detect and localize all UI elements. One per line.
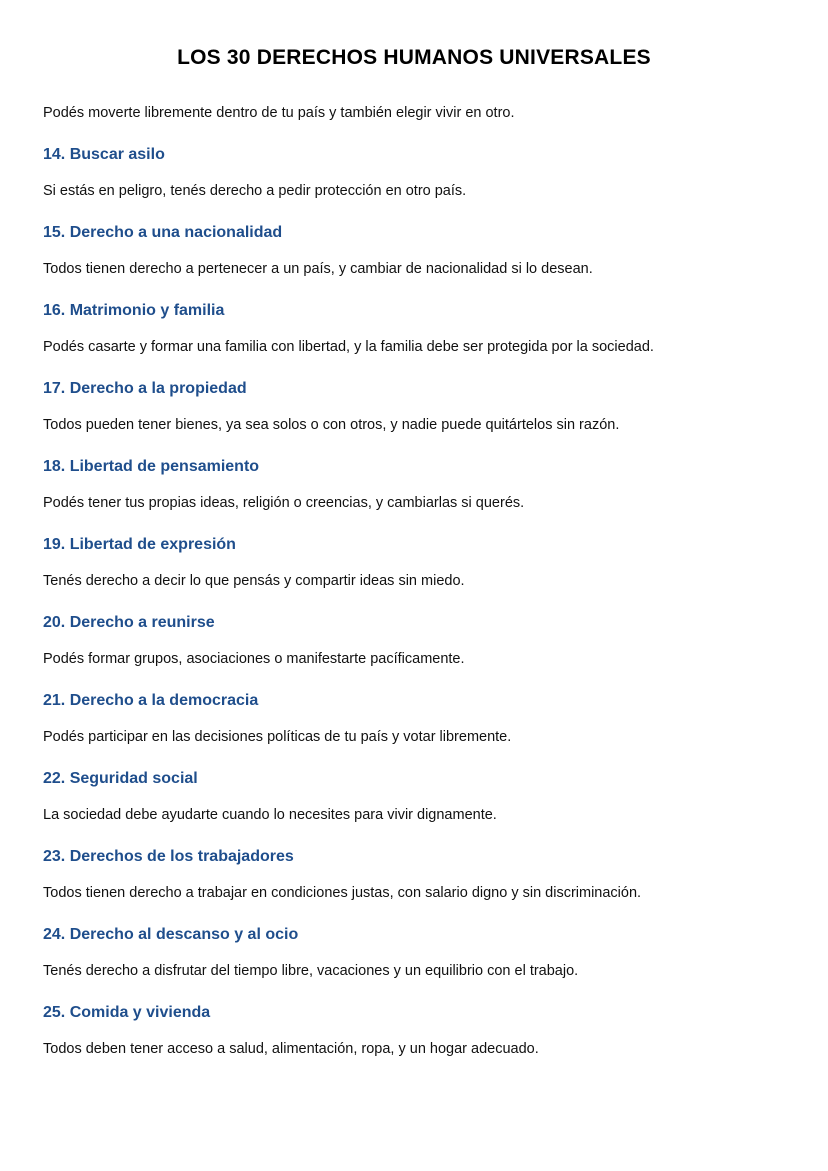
section-24	[43, 924, 803, 981]
section-23	[43, 846, 803, 903]
section-text: La sociedad debe ayudarte cuando lo necesites para vivir dignamente.	[43, 807, 497, 823]
section-text: Podés formar grupos, asociaciones o manifestarte pacíficamente.	[43, 651, 465, 667]
section-18	[43, 456, 803, 513]
section-heading: 22. Seguridad social	[43, 770, 198, 787]
document-body	[43, 103, 803, 1059]
section-heading: 16. Matrimonio y familia	[43, 302, 225, 319]
section-22	[43, 768, 803, 825]
section-text: Todos deben tener acceso a salud, alimentación, ropa, y un hogar adecuado.	[43, 1041, 539, 1057]
section-17	[43, 378, 803, 435]
section-text: Podés tener tus propias ideas, religión o creencias, y cambiarlas si querés.	[43, 495, 525, 511]
section-heading: 24. Derecho al descanso y al ocio	[43, 926, 299, 943]
section-15	[43, 222, 803, 279]
section-text: Todos tienen derecho a trabajar en condiciones justas, con salario digno y sin discriminación.	[43, 885, 642, 901]
section-heading: 17. Derecho a la propiedad	[43, 380, 247, 397]
section-heading: 15. Derecho a una nacionalidad	[43, 224, 283, 241]
section-text: Podés casarte y formar una familia con libertad, y la familia debe ser protegida por la sociedad.	[43, 339, 654, 355]
section-16	[43, 300, 803, 357]
section-19	[43, 534, 803, 591]
section-heading: 21. Derecho a la democracia	[43, 692, 259, 709]
section-heading: 19. Libertad de expresión	[43, 536, 236, 553]
section-heading: 23. Derechos de los trabajadores	[43, 848, 294, 865]
section-20	[43, 612, 803, 669]
section-text: Todos pueden tener bienes, ya sea solos o con otros, y nadie puede quitártelos sin razón.	[43, 417, 620, 433]
section-14	[43, 144, 803, 201]
section-heading: 14. Buscar asilo	[43, 146, 165, 163]
page-title: LOS 30 DERECHOS HUMANOS UNIVERSALES	[177, 46, 651, 69]
section-text: Tenés derecho a decir lo que pensás y compartir ideas sin miedo.	[43, 573, 465, 589]
section-21	[43, 690, 803, 747]
section-text: Si estás en peligro, tenés derecho a pedir protección en otro país.	[43, 183, 467, 199]
section-text: Tenés derecho a disfrutar del tiempo libre, vacaciones y un equilibrio con el trabajo.	[43, 963, 579, 979]
section-text: Podés participar en las decisiones políticas de tu país y votar libremente.	[43, 729, 512, 745]
section-heading: 25. Comida y vivienda	[43, 1004, 211, 1021]
intro-paragraph: Podés moverte libremente dentro de tu país y también elegir vivir en otro.	[43, 105, 515, 121]
section-heading: 18. Libertad de pensamiento	[43, 458, 260, 475]
section-25	[43, 1002, 803, 1059]
section-text: Todos tienen derecho a pertenecer a un país, y cambiar de nacionalidad si lo desean.	[43, 261, 593, 277]
section-heading: 20. Derecho a reunirse	[43, 614, 215, 631]
